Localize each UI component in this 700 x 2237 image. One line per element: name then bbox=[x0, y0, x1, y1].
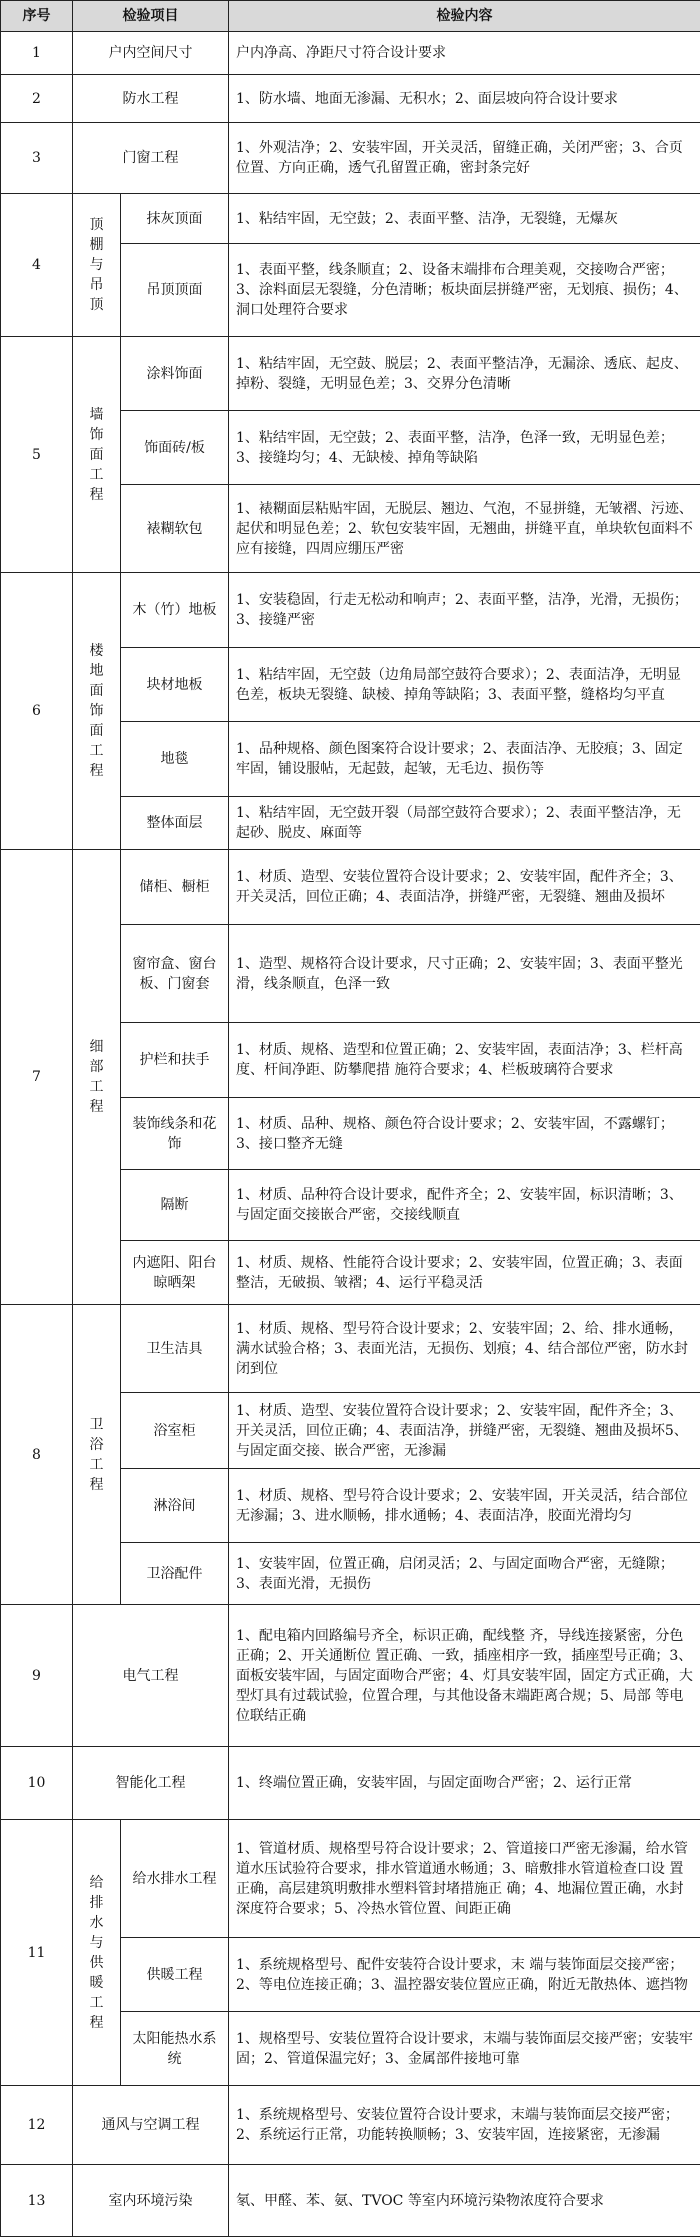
table-row bbox=[1, 1747, 700, 1820]
row-number: 4 bbox=[1, 194, 73, 337]
inspection-subitem: 整体面层 bbox=[121, 797, 229, 850]
table-row bbox=[1, 32, 700, 75]
inspection-content: 1、材质、规格、性能符合设计要求；2、安装牢固，位置正确；3、表面整洁，无破损、皱褶；4、运行平稳灵活 bbox=[229, 1241, 700, 1305]
table-row bbox=[1, 1605, 700, 1747]
inspection-content: 1、裱糊面层粘贴牢固，无脱层、翘边、气泡，不显拼缝，无皱褶、污迹、起伏和明显色差；2、软包安装牢固，无翘曲，拼缝平直，单块软包面料不应有接缝，四周应绷压严密 bbox=[229, 485, 700, 573]
inspection-content: 1、管道材质、规格型号符合设计要求；2、管道接口严密无渗漏，给水管道水压试验符合要求，排水管道通水畅通；3、暗敷排水管道检查口设 置正确，高层建筑明敷排水塑料管封堵措施正 确；4、地漏位置正确，水封深度符合要求；5、冷热水管位置、间距正确 bbox=[229, 1820, 700, 1938]
inspection-content: 1、造型、规格符合设计要求，尺寸正确；2、安装牢固；3、表面平整光滑，线条顺直，色泽一致 bbox=[229, 925, 700, 1023]
table-row bbox=[1, 194, 700, 244]
inspection-content: 1、材质、品种符合设计要求，配件齐全；2、安装牢固，标识清晰；3、与固定面交接嵌合严密，交接线顺直 bbox=[229, 1170, 700, 1241]
inspection-subitem: 供暖工程 bbox=[121, 1938, 229, 2012]
row-number: 3 bbox=[1, 123, 73, 194]
inspection-subitem: 隔断 bbox=[121, 1170, 229, 1241]
table-row bbox=[1, 1305, 700, 1393]
table-row bbox=[1, 75, 700, 123]
row-number: 6 bbox=[1, 573, 73, 850]
header-seq: 序号 bbox=[1, 1, 73, 32]
inspection-content: 1、规格型号、安装位置符合设计要求，末端与装饰面层交接严密；安装牢固；2、管道保温完好；3、金属部件接地可靠 bbox=[229, 2012, 700, 2086]
table-row bbox=[1, 850, 700, 925]
inspection-content: 1、材质、规格、型号符合设计要求；2、安装牢固，开关灵活，结合部位无渗漏；3、进水顺畅，排水通畅；4、表面洁净，胶面光滑均匀 bbox=[229, 1469, 700, 1543]
category-label: 给 排 水 与 供 暖 工 程 bbox=[80, 1873, 113, 2033]
inspection-item: 防水工程 bbox=[73, 75, 229, 123]
category-label: 墙 饰 面 工 程 bbox=[80, 405, 113, 505]
inspection-category bbox=[73, 1305, 121, 1605]
row-number: 10 bbox=[1, 1747, 73, 1820]
category-label: 楼 地 面 饰 面 工 程 bbox=[80, 641, 113, 781]
inspection-item: 门窗工程 bbox=[73, 123, 229, 194]
inspection-content: 1、材质、品种、规格、颜色符合设计要求；2、安装牢固，不露螺钉；3、接口整齐无缝 bbox=[229, 1098, 700, 1170]
inspection-subitem: 淋浴间 bbox=[121, 1469, 229, 1543]
inspection-category bbox=[73, 337, 121, 573]
category-label: 卫 浴 工 程 bbox=[80, 1415, 113, 1495]
inspection-content: 1、粘结牢固，无空鼓；2、表面平整，洁净，色泽一致，无明显色差；3、接缝均匀；4、无缺棱、掉角等缺陷 bbox=[229, 411, 700, 485]
inspection-content: 1、配电箱内回路编号齐全，标识正确，配线整 齐，导线连接紧密，分色正确；2、开关通断位 置正确、一致，插座相序一致，插座型号正确；3、面板安装牢固，与固定面吻合严密；4、灯具安装牢固，固定方式正确，大型灯具有过载试验，位置合理，与其他设备末端距离合规；5、局部 等电位联结正确 bbox=[229, 1605, 700, 1747]
inspection-category bbox=[73, 850, 121, 1305]
inspection-category bbox=[73, 1820, 121, 2086]
inspection-content: 1、粘结牢固，无空鼓开裂（局部空鼓符合要求）；2、表面平整洁净，无起砂、脱皮、麻面等 bbox=[229, 797, 700, 850]
row-number: 2 bbox=[1, 75, 73, 123]
inspection-content: 1、材质、造型、安装位置符合设计要求；2、安装牢固，配件齐全；3、开关灵活，回位正确；4、表面洁净，拼缝严密，无裂缝、翘曲及损坏 bbox=[229, 850, 700, 925]
header-content: 检验内容 bbox=[229, 1, 700, 32]
table-row bbox=[1, 2165, 700, 2237]
inspection-item: 电气工程 bbox=[73, 1605, 229, 1747]
table-row bbox=[1, 1820, 700, 1938]
inspection-subitem: 护栏和扶手 bbox=[121, 1023, 229, 1098]
inspection-subitem: 涂料饰面 bbox=[121, 337, 229, 411]
inspection-category bbox=[73, 573, 121, 850]
inspection-subitem: 储柜、橱柜 bbox=[121, 850, 229, 925]
inspection-subitem: 木（竹）地板 bbox=[121, 573, 229, 648]
inspection-subitem: 吊顶顶面 bbox=[121, 244, 229, 337]
inspection-subitem: 饰面砖/板 bbox=[121, 411, 229, 485]
inspection-content: 1、材质、规格、型号符合设计要求；2、安装牢固；2、给、排水通畅，满水试验合格；3、表面光洁，无损伤、划痕；4、结合部位严密，防水封闭到位 bbox=[229, 1305, 700, 1393]
inspection-content: 1、系统规格型号、安装位置符合设计要求，末端与装饰面层交接严密；2、系统运行正常，功能转换顺畅；3、安装牢固，连接紧密，无渗漏 bbox=[229, 2086, 700, 2165]
inspection-content: 1、安装稳固，行走无松动和响声；2、表面平整，洁净，光滑，无损伤；3、接缝严密 bbox=[229, 573, 700, 648]
row-number: 13 bbox=[1, 2165, 73, 2237]
table-row bbox=[1, 123, 700, 194]
inspection-subitem: 浴室柜 bbox=[121, 1393, 229, 1469]
inspection-content: 户内净高、净距尺寸符合设计要求 bbox=[229, 32, 700, 75]
row-number: 7 bbox=[1, 850, 73, 1305]
inspection-item: 室内环境污染 bbox=[73, 2165, 229, 2237]
row-number: 1 bbox=[1, 32, 73, 75]
inspection-subitem: 内遮阳、阳台晾晒架 bbox=[121, 1241, 229, 1305]
header-row bbox=[1, 1, 700, 32]
inspection-subitem: 给水排水工程 bbox=[121, 1820, 229, 1938]
inspection-content: 1、防水墙、地面无渗漏、无积水；2、面层坡向符合设计要求 bbox=[229, 75, 700, 123]
inspection-subitem: 裱糊软包 bbox=[121, 485, 229, 573]
inspection-content: 1、外观洁净；2、安装牢固，开关灵活，留缝正确，关闭严密；3、合页位置、方向正确，透气孔留置正确，密封条完好 bbox=[229, 123, 700, 194]
inspection-content: 1、粘结牢固，无空鼓（边角局部空鼓符合要求）；2、表面洁净，无明显色差，板块无裂缝、缺棱、掉角等缺陷；3、表面平整，缝格均匀平直 bbox=[229, 648, 700, 722]
row-number: 5 bbox=[1, 337, 73, 573]
table-body bbox=[1, 32, 700, 2237]
inspection-content: 1、材质、造型、安装位置符合设计要求；2、安装牢固，配件齐全；3、开关灵活，回位正确；4、表面洁净，拼缝严密，无裂缝、翘曲及损坏5、与固定面交接、嵌合严密，无渗漏 bbox=[229, 1393, 700, 1469]
inspection-subitem: 抹灰顶面 bbox=[121, 194, 229, 244]
inspection-subitem: 地毯 bbox=[121, 722, 229, 797]
inspection-subitem: 太阳能热水系统 bbox=[121, 2012, 229, 2086]
inspection-content: 1、材质、规格、造型和位置正确；2、安装牢固，表面洁净；3、栏杆高度、杆间净距、防攀爬措 施符合要求；4、栏板玻璃符合要求 bbox=[229, 1023, 700, 1098]
inspection-item: 户内空间尺寸 bbox=[73, 32, 229, 75]
inspection-subitem: 卫浴配件 bbox=[121, 1543, 229, 1605]
header-item: 检验项目 bbox=[73, 1, 229, 32]
inspection-content: 1、安装牢固，位置正确，启闭灵活；2、与固定面吻合严密，无缝隙；3、表面光滑，无损伤 bbox=[229, 1543, 700, 1605]
inspection-subitem: 卫生洁具 bbox=[121, 1305, 229, 1393]
inspection-subitem: 窗帘盒、窗台板、门窗套 bbox=[121, 925, 229, 1023]
inspection-category bbox=[73, 194, 121, 337]
row-number: 8 bbox=[1, 1305, 73, 1605]
inspection-content: 1、粘结牢固，无空鼓；2、表面平整、洁净，无裂缝，无爆灰 bbox=[229, 194, 700, 244]
category-label: 顶 棚 与 吊 顶 bbox=[80, 215, 113, 315]
inspection-content: 1、终端位置正确，安装牢固，与固定面吻合严密；2、运行正常 bbox=[229, 1747, 700, 1820]
table-row bbox=[1, 337, 700, 411]
inspection-content: 氡、甲醛、苯、氨、TVOC 等室内环境污染物浓度符合要求 bbox=[229, 2165, 700, 2237]
row-number: 11 bbox=[1, 1820, 73, 2086]
inspection-item: 通风与空调工程 bbox=[73, 2086, 229, 2165]
inspection-subitem: 块材地板 bbox=[121, 648, 229, 722]
category-label: 细 部 工 程 bbox=[80, 1037, 113, 1117]
inspection-subitem: 装饰线条和花饰 bbox=[121, 1098, 229, 1170]
inspection-content: 1、品种规格、颜色图案符合设计要求；2、表面洁净、无胶痕；3、固定牢固，铺设服帖，无起鼓，起皱，无毛边、损伤等 bbox=[229, 722, 700, 797]
inspection-item: 智能化工程 bbox=[73, 1747, 229, 1820]
table-row bbox=[1, 2086, 700, 2165]
row-number: 12 bbox=[1, 2086, 73, 2165]
inspection-content: 1、粘结牢固，无空鼓、脱层；2、表面平整洁净，无漏涂、透底、起皮、掉粉、裂缝，无明显色差；3、交界分色清晰 bbox=[229, 337, 700, 411]
inspection-content: 1、表面平整，线条顺直；2、设备末端排布合理美观，交接吻合严密；3、涂料面层无裂缝，分色清晰；板块面层拼缝严密，无划痕、损伤；4、洞口处理符合要求 bbox=[229, 244, 700, 337]
row-number: 9 bbox=[1, 1605, 73, 1747]
inspection-content: 1、系统规格型号、配件安装符合设计要求，末 端与装饰面层交接严密；2、等电位连接正确；3、温控器安装位置应正确，附近无散热体、遮挡物 bbox=[229, 1938, 700, 2012]
table-row bbox=[1, 573, 700, 648]
